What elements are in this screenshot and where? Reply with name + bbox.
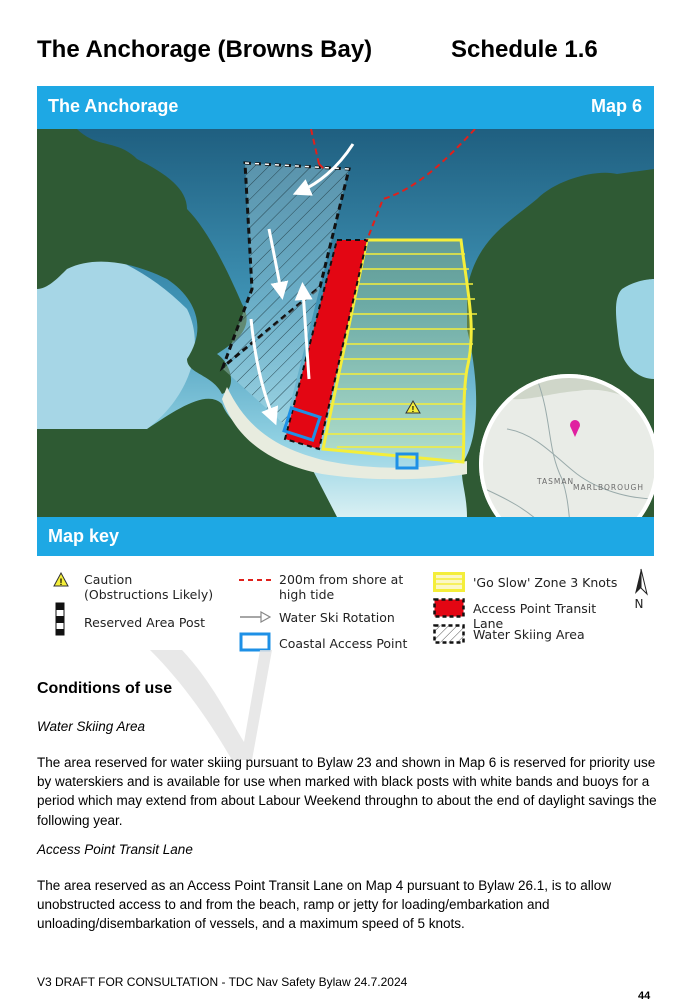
north-label: N	[634, 597, 644, 610]
draft-watermark	[132, 642, 272, 762]
legend-caution-label: Caution (Obstructions Likely)	[84, 572, 214, 602]
legend-go-slow-label: 'Go Slow' Zone 3 Knots	[473, 575, 618, 590]
inset-label-tasman: TASMAN	[537, 477, 575, 486]
subheading-water-skiing: Water Skiing Area	[37, 719, 146, 734]
svg-text:!: !	[411, 405, 415, 414]
transit-lane-icon	[433, 598, 465, 618]
schedule-label: Schedule 1.6	[451, 36, 598, 63]
shore-line-icon	[239, 576, 271, 584]
page-title: The Anchorage (Browns Bay)	[37, 36, 373, 63]
mapkey-label: Map key	[48, 526, 120, 546]
map-image	[37, 129, 654, 517]
caution-icon	[53, 572, 69, 588]
svg-text:!: !	[59, 577, 63, 587]
ski-rotation-icon	[239, 611, 271, 623]
legend-transit-lane-label: Access Point Transit Lane	[473, 601, 597, 631]
ski-area-icon	[433, 624, 465, 644]
paragraph-transit-lane: The area reserved as an Access Point Transit Lane on Map 4 pursuant to Bylaw 26.1, is to allow unobstructed access to and from the beach, ramp or jetty for loading/embarkation and unloading/disembarkation of vessels, and a maximum speed of 5 knots.	[37, 878, 612, 932]
footer-text: V3 DRAFT FOR CONSULTATION - TDC Nav Safety Bylaw 24.7.2024	[37, 975, 408, 989]
map-figure	[37, 86, 654, 556]
section-heading: Conditions of use	[37, 680, 173, 697]
map-legend	[37, 566, 654, 656]
page-number: 44	[638, 990, 651, 1002]
legend-ski-area-label: Water Skiing Area	[473, 627, 585, 642]
north-arrow-icon	[627, 568, 651, 610]
legend-coastal-access-label: Coastal Access Point	[279, 636, 408, 651]
legend-reserved-post-label: Reserved Area Post	[84, 615, 206, 630]
go-slow-icon	[433, 572, 465, 592]
inset-label-marlborough: MARLBOROUGH	[573, 483, 644, 492]
legend-ski-rotation-label: Water Ski Rotation	[279, 610, 395, 625]
mapkey-banner	[37, 517, 654, 556]
map-banner-title: The Anchorage	[48, 96, 179, 116]
map-banner	[37, 86, 654, 129]
subheading-transit-lane: Access Point Transit Lane	[37, 842, 193, 857]
map-number: Map 6	[590, 96, 642, 116]
page-header	[37, 36, 657, 70]
paragraph-water-skiing: The area reserved for water skiing pursuant to Bylaw 23 and shown in Map 6 is reserved for priority use by waterskiers and is available for use when marked with black posts with white bands and buoys for a period which may extend from about Labour Weekend throughn to about the end of daylight savings the following year.	[37, 755, 657, 828]
reserved-post-icon	[55, 602, 65, 636]
legend-shore-line-label: 200m from shore at high tide	[279, 572, 404, 602]
